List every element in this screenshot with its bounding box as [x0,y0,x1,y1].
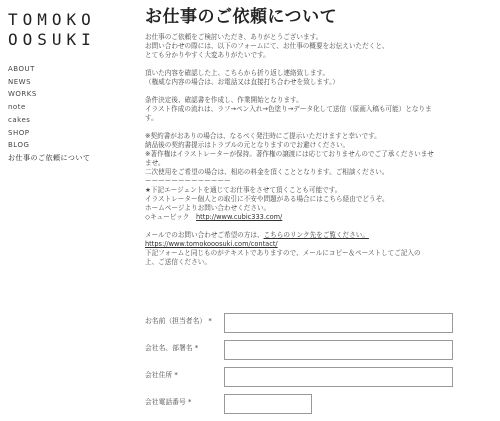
reply-line: 頂いた内容を確認した上、こちらから折り返し連絡致します。 [145,69,330,77]
mail-link[interactable]: こちらのリンク先をご覧ください。 [263,231,369,239]
nav-item-news[interactable]: NEWS [8,77,32,86]
side-nav [8,63,118,165]
copy-note-line: 下記フォームと同じものがテキストでありますので、メールにコピー＆ペーストしてご記入の [145,249,421,257]
phone-input[interactable] [224,394,312,414]
nav-item-note[interactable]: note [8,103,26,112]
address-label-text: 会社住所 [145,371,173,379]
form-row-company [145,340,465,367]
agent-paragraph [145,186,495,222]
nav-item-works[interactable]: WORKS [8,90,37,99]
agent-line: ★下記エージェントを通じてお仕事をさせて頂くことも可能です。 [145,186,342,194]
logo-line-2: OOSUKI [8,30,96,49]
intro-line: お問い合わせの際には、以下のフォームにて、お仕事の概要をお伝えいただくと、 [145,42,389,50]
nav-item-about[interactable]: ABOUT [8,65,35,73]
mail-line [145,231,495,240]
nav-item-shop[interactable]: SHOP [8,128,30,137]
contact-url-line [145,240,495,249]
required-mark: * [194,344,199,352]
page-title: お仕事のご依頼について [145,7,338,27]
conditions-line: イラスト作成の流れは、ラフ→ペン入れ→色塗り→データ化して送信（原画入稿も可能）となりま [145,105,432,113]
notes-paragraph [145,132,495,186]
contact-form [145,313,465,421]
conditions-paragraph [145,96,495,123]
notes-line: ※著作権はイラストレーターが保持。著作権の譲渡には応じておりませんのでご了承くださいませ [145,150,434,158]
form-row-phone [145,394,465,421]
copy-note-line: 上、ご送信ください。 [145,258,211,266]
address-label [145,369,178,379]
name-input[interactable] [224,313,453,333]
name-label-text: お名前（担当者名） [145,317,207,325]
required-mark: * [187,398,192,406]
agent-link[interactable]: http://www.cubic333.com/ [195,213,283,221]
mail-paragraph [145,231,495,267]
nav-item-blog[interactable]: BLOG [8,141,30,150]
agent-name: ◇キュービック [145,213,190,221]
required-mark: * [174,371,178,379]
agent-line: イラストレーター個人との取引に不安や問題がある場合にはこちら経由でどうぞ。 [145,195,389,203]
intro-paragraph [145,33,495,60]
notes-line: ※契約書がおありの場合は、なるべく発注時にご提示いただけますと幸いです。 [145,132,381,140]
company-input[interactable] [224,340,453,360]
intro-line: お仕事のご依頼をご検討いただき、ありがとうございます。 [145,33,323,41]
form-row-name [145,313,465,340]
agent-line [145,213,495,222]
divider: ーーーーーーーーーーーーー [145,177,231,185]
contact-url-link[interactable]: https://www.tomokooosuki.com/contact/ [145,240,278,248]
reply-line: （権威な内容の場合は、お電話又は直接打ち合わせを致します。） [145,78,339,86]
conditions-line: 条件決定後、確認書を作成し、作業開始となります。 [145,96,303,104]
conditions-line: す。 [145,114,158,122]
address-input[interactable] [224,367,453,387]
required-mark: * [208,317,212,325]
nav-item-cakes[interactable]: cakes [8,115,31,124]
agent-line: ホームページよりお問い合わせください。 [145,204,271,212]
company-label-text: 会社名、部署名 [145,344,193,352]
notes-line: 二次使用をご希望の場合は、相応の料金を頂くこととなります。ご相談ください。 [145,168,389,176]
main-content [145,6,495,267]
nav-item-request[interactable]: お仕事のご依頼について [8,153,91,162]
notes-line: ませ。 [145,159,165,167]
site-logo[interactable] [8,10,148,50]
phone-label [145,396,191,406]
logo-line-1: TOMOKO [8,10,96,29]
notes-line: 納品後の契約書提示はトラブルの元となりますのでお避けください。 [145,141,350,149]
form-row-address [145,367,465,394]
intro-line: とても分かりやすく大変ありがたいです。 [145,51,270,59]
mail-text: メールでのお問い合わせご希望の方は、 [145,231,264,239]
phone-label-text: 会社電話番号 [145,398,186,406]
reply-paragraph [145,69,495,87]
name-label [145,315,212,325]
company-label [145,342,198,352]
